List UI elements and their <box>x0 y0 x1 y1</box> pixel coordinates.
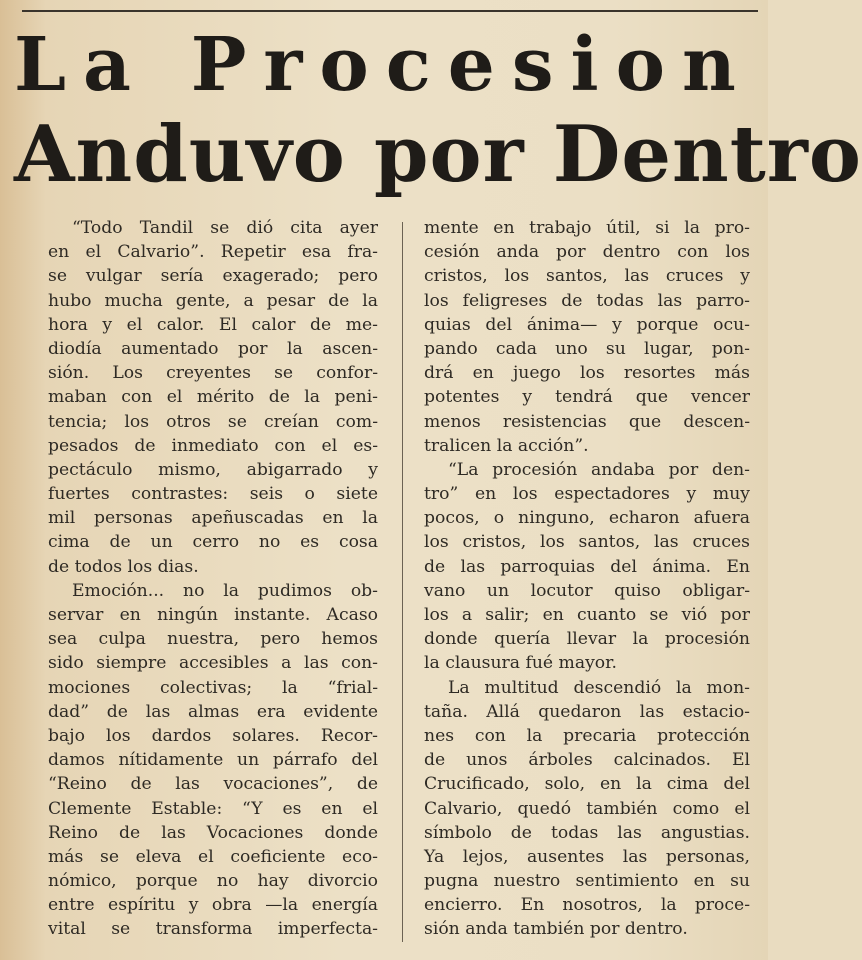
text-line: sea culpa nuestra, pero hemos <box>48 629 378 650</box>
text-line: pando cada uno su lugar, pon- <box>424 338 750 359</box>
text-line: más se eleva el coeficiente eco- <box>48 846 378 867</box>
text-line: fuertes contrastes: seis o siete <box>48 484 378 505</box>
text-line: la clausura fué mayor. <box>424 653 617 674</box>
text-line: hubo mucha gente, a pesar de la <box>48 290 378 311</box>
text-line: en el Calvario”. Repetir esa fra- <box>48 242 378 263</box>
text-line: La multitud descendió la mon- <box>448 677 750 698</box>
text-line: Calvario, quedó también como el <box>424 798 750 819</box>
text-line: donde quería llevar la procesión <box>424 629 750 650</box>
text-line: tencia; los otros se creían com- <box>48 411 378 432</box>
text-line: los feligreses de todas las parro- <box>424 290 750 311</box>
text-line: mociones colectivas; la “frial- <box>48 677 378 698</box>
text-line: pocos, o ninguno, echaron afuera <box>424 508 750 529</box>
text-line: sión. Los creyentes se confor- <box>48 363 378 384</box>
text-line: encierro. En nosotros, la proce- <box>424 895 750 916</box>
text-line: símbolo de todas las angustias. <box>424 822 750 843</box>
text-line: Emoción... no la pudimos ob- <box>72 580 378 601</box>
headline-line-2: Anduvo por Dentro <box>14 109 862 200</box>
text-line: diodía aumentado por la ascen- <box>48 338 378 359</box>
text-line: entre espíritu y obra —la energía <box>48 895 378 916</box>
text-line: de todos los dias. <box>48 556 199 577</box>
text-line: Ya lejos, ausentes las personas, <box>424 846 750 867</box>
text-line: cima de un cerro no es cosa <box>48 532 378 553</box>
article-right-column <box>424 216 750 942</box>
text-line: tralicen la acción”. <box>424 435 589 456</box>
text-line: hora y el calor. El calor de me- <box>48 314 378 335</box>
text-line: dad” de las almas era evidente <box>48 701 378 722</box>
text-line: sión anda también por dentro. <box>424 919 688 940</box>
text-line: pesados de inmediato con el es- <box>48 435 378 456</box>
text-line: “La procesión andaba por den- <box>448 459 750 480</box>
headline-line-1: La Procesion <box>14 22 753 108</box>
text-line: Reino de las Vocaciones donde <box>48 822 378 843</box>
text-line: se vulgar sería exagerado; pero <box>48 266 378 287</box>
text-line: quias del ánima— y porque ocu- <box>424 314 750 335</box>
text-line: nes con la precaria protección <box>424 725 750 746</box>
text-line: nómico, porque no hay divorcio <box>48 871 378 892</box>
text-line: taña. Allá quedaron las estacio- <box>424 701 750 722</box>
text-line: “Todo Tandil se dió cita ayer <box>72 218 378 238</box>
text-line: cristos, los santos, las cruces y <box>424 266 750 287</box>
text-line: de las parroquias del ánima. En <box>424 556 750 577</box>
text-line: tro” en los espectadores y muy <box>424 484 750 505</box>
text-line: sido siempre accesibles a las con- <box>48 653 378 674</box>
text-line: potentes y tendrá que vencer <box>424 387 750 408</box>
top-rule <box>22 10 758 12</box>
text-line: pectáculo mismo, abigarrado y <box>48 459 378 480</box>
text-line: damos nítidamente un párrafo del <box>48 750 378 771</box>
text-line: los cristos, los santos, las cruces <box>424 532 750 553</box>
text-line: pugna nuestro sentimiento en su <box>424 871 750 892</box>
text-line: “Reino de las vocaciones”, de <box>48 774 378 795</box>
text-line: bajo los dardos solares. Recor- <box>48 725 378 746</box>
text-line: Crucificado, solo, en la cima del <box>424 774 750 795</box>
text-line: menos resistencias que descen- <box>424 411 750 432</box>
article-left-column <box>48 216 378 942</box>
text-line: maban con el mérito de la peni- <box>48 387 378 408</box>
text-line: mente en trabajo útil, si la pro- <box>424 218 750 238</box>
text-line: servar en ningún instante. Acaso <box>48 605 378 625</box>
text-line: cesión anda por dentro con los <box>424 242 750 263</box>
text-line: Clemente Estable: “Y es en el <box>48 798 378 819</box>
text-line: drá en juego los resortes más <box>424 363 750 384</box>
text-line: mil personas apeñuscadas en la <box>48 508 378 529</box>
text-line: de unos árboles calcinados. El <box>424 750 750 771</box>
text-line: vano un locutor quiso obligar- <box>424 580 750 601</box>
text-line: vital se transforma imperfecta- <box>48 919 378 940</box>
column-divider <box>402 222 403 942</box>
text-line: los a salir; en cuanto se vió por <box>424 605 750 625</box>
